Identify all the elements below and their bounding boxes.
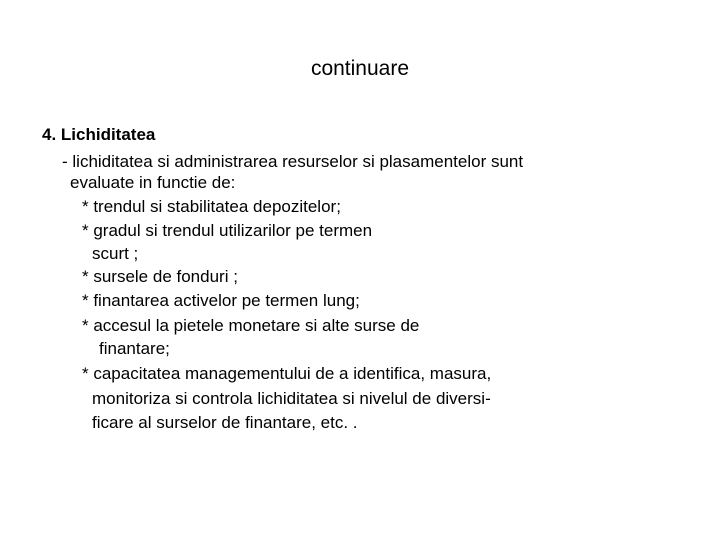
bullet-deposits: * trendul si stabilitatea depozitelor; bbox=[82, 197, 341, 216]
bullet-management-capacity: * capacitatea managementului de a identifica, masura, bbox=[82, 364, 492, 383]
bullet-short-term-usage-cont: scurt ; bbox=[92, 244, 139, 263]
bullet-long-term-financing: * finantarea activelor pe termen lung; bbox=[82, 291, 360, 310]
body-line-2: evaluate in functie de: bbox=[70, 173, 236, 192]
bullet-fund-sources: * sursele de fonduri ; bbox=[82, 267, 238, 286]
bullet-short-term-usage: * gradul si trendul utilizarilor pe termen bbox=[82, 221, 373, 240]
section-heading: 4. Lichiditatea bbox=[42, 125, 156, 144]
slide-title: continuare bbox=[310, 57, 410, 80]
bullet-market-access-cont: finantare; bbox=[99, 339, 170, 358]
body-line-1: - lichiditatea si administrarea resurselor si plasamentelor sunt bbox=[62, 152, 524, 171]
bullet-management-capacity-cont1: monitoriza si controla lichiditatea si nivelul de diversi- bbox=[92, 389, 491, 408]
bullet-management-capacity-cont2: ficare al surselor de finantare, etc. . bbox=[92, 413, 358, 432]
bullet-market-access: * accesul la pietele monetare si alte surse de bbox=[82, 316, 420, 335]
